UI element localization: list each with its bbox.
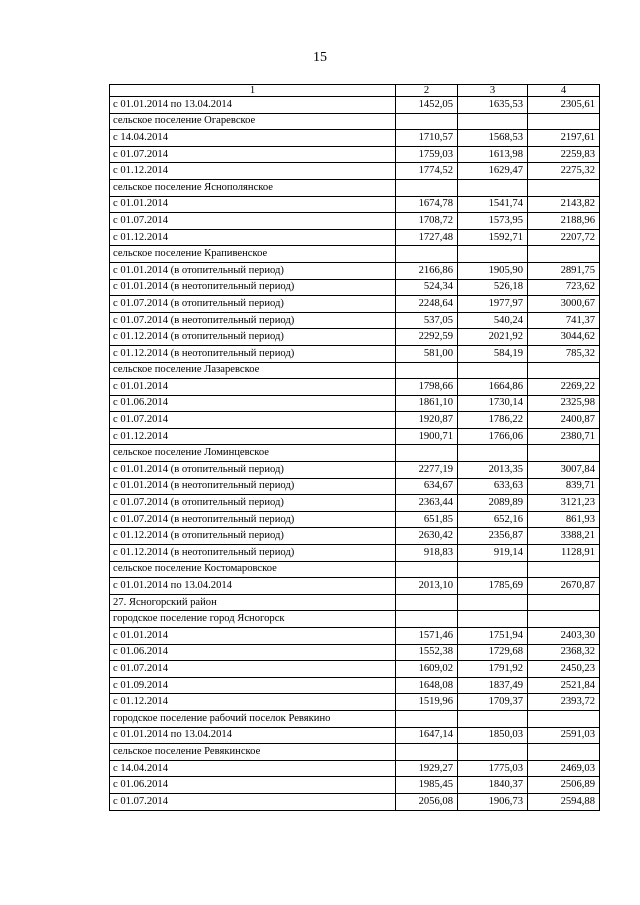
row-label-cell: сельское поселение Лазаревское — [110, 362, 396, 379]
row-value-col3 — [458, 362, 528, 379]
table-row — [110, 694, 600, 711]
row-value-col4: 2207,72 — [528, 229, 600, 246]
row-value-col2 — [396, 113, 458, 130]
row-label-cell: с 01.01.2014 — [110, 628, 396, 645]
table-row — [110, 146, 600, 163]
row-value-col4: 2403,30 — [528, 628, 600, 645]
row-value-col2 — [396, 744, 458, 761]
row-value-col4: 2450,23 — [528, 661, 600, 678]
row-value-col2: 1798,66 — [396, 379, 458, 396]
table-row — [110, 495, 600, 512]
row-value-col2: 1519,96 — [396, 694, 458, 711]
row-value-col4: 2305,61 — [528, 97, 600, 114]
row-value-col2: 1648,08 — [396, 677, 458, 694]
row-label-cell: городское поселение рабочий поселок Ревякино — [110, 710, 396, 727]
row-value-col2: 2363,44 — [396, 495, 458, 512]
row-label-cell: с 01.07.2014 — [110, 412, 396, 429]
table-row — [110, 262, 600, 279]
row-label-cell: с 14.04.2014 — [110, 130, 396, 147]
row-label-cell: с 01.01.2014 (в неотопительный период) — [110, 478, 396, 495]
row-value-col3: 2089,89 — [458, 495, 528, 512]
row-value-col2: 1861,10 — [396, 395, 458, 412]
table-row — [110, 163, 600, 180]
row-value-col2 — [396, 710, 458, 727]
row-value-col3 — [458, 561, 528, 578]
table-row — [110, 545, 600, 562]
table-row — [110, 246, 600, 263]
row-label-cell: с 01.12.2014 (в неотопительный период) — [110, 345, 396, 362]
row-value-col2: 2166,86 — [396, 262, 458, 279]
row-value-col4 — [528, 179, 600, 196]
table-row — [110, 511, 600, 528]
table-row — [110, 362, 600, 379]
row-value-col3: 1775,03 — [458, 760, 528, 777]
row-value-col3: 584,19 — [458, 345, 528, 362]
row-value-col2: 1727,48 — [396, 229, 458, 246]
table-row — [110, 677, 600, 694]
row-value-col4: 2259,83 — [528, 146, 600, 163]
row-label-cell: с 01.12.2014 (в неотопительный период) — [110, 545, 396, 562]
row-value-col4: 3044,62 — [528, 329, 600, 346]
header-cell-2: 2 — [396, 85, 458, 97]
row-value-col4: 2368,32 — [528, 644, 600, 661]
row-label-cell: с 01.07.2014 (в неотопительный период) — [110, 312, 396, 329]
row-value-col4: 2197,61 — [528, 130, 600, 147]
row-value-col2: 651,85 — [396, 511, 458, 528]
row-value-col3: 1573,95 — [458, 213, 528, 230]
row-value-col2: 1985,45 — [396, 777, 458, 794]
table-row — [110, 296, 600, 313]
row-value-col3 — [458, 113, 528, 130]
row-value-col4: 2400,87 — [528, 412, 600, 429]
row-value-col4: 2143,82 — [528, 196, 600, 213]
row-label-cell: с 01.12.2014 (в отопительный период) — [110, 528, 396, 545]
table-row — [110, 229, 600, 246]
row-value-col4: 839,71 — [528, 478, 600, 495]
row-label-cell: сельское поселение Огаревское — [110, 113, 396, 130]
row-value-col3 — [458, 246, 528, 263]
table-row — [110, 395, 600, 412]
row-value-col2: 1552,38 — [396, 644, 458, 661]
table-row — [110, 445, 600, 462]
row-label-cell: с 01.07.2014 — [110, 661, 396, 678]
table-row — [110, 594, 600, 611]
row-value-col2: 2277,19 — [396, 462, 458, 479]
table-row — [110, 661, 600, 678]
row-value-col2: 1571,46 — [396, 628, 458, 645]
row-value-col2 — [396, 445, 458, 462]
row-value-col3: 1751,94 — [458, 628, 528, 645]
row-value-col4: 2188,96 — [528, 213, 600, 230]
table-row — [110, 379, 600, 396]
row-value-col3: 1766,06 — [458, 428, 528, 445]
row-label-cell: с 01.12.2014 (в отопительный период) — [110, 329, 396, 346]
row-value-col4 — [528, 561, 600, 578]
row-value-col3: 1785,69 — [458, 578, 528, 595]
row-label-cell: с 01.12.2014 — [110, 229, 396, 246]
tariff-table — [109, 84, 600, 811]
table-row — [110, 760, 600, 777]
row-value-col3: 2013,35 — [458, 462, 528, 479]
row-value-col4: 3007,84 — [528, 462, 600, 479]
row-value-col2: 537,05 — [396, 312, 458, 329]
row-label-cell: с 01.06.2014 — [110, 777, 396, 794]
row-label-cell: с 01.07.2014 — [110, 146, 396, 163]
row-value-col2: 1920,87 — [396, 412, 458, 429]
table-row — [110, 727, 600, 744]
row-value-col3: 1613,98 — [458, 146, 528, 163]
row-value-col4: 2469,03 — [528, 760, 600, 777]
table-row — [110, 213, 600, 230]
row-value-col3: 1791,92 — [458, 661, 528, 678]
row-value-col4: 785,32 — [528, 345, 600, 362]
row-value-col3: 1568,53 — [458, 130, 528, 147]
row-label-cell: сельское поселение Костомаровское — [110, 561, 396, 578]
row-value-col4 — [528, 362, 600, 379]
page-number: 15 — [313, 50, 327, 65]
row-value-col3 — [458, 594, 528, 611]
row-value-col3: 1840,37 — [458, 777, 528, 794]
row-value-col4: 861,93 — [528, 511, 600, 528]
row-value-col3: 526,18 — [458, 279, 528, 296]
row-value-col2: 524,34 — [396, 279, 458, 296]
row-value-col2: 1452,05 — [396, 97, 458, 114]
table-row — [110, 196, 600, 213]
row-label-cell: с 01.01.2014 (в неотопительный период) — [110, 279, 396, 296]
table-header-row — [110, 85, 600, 97]
row-value-col4 — [528, 744, 600, 761]
row-value-col4: 2380,71 — [528, 428, 600, 445]
row-label-cell: с 01.01.2014 — [110, 379, 396, 396]
row-label-cell: с 01.07.2014 — [110, 793, 396, 810]
row-label-cell: с 01.01.2014 (в отопительный период) — [110, 262, 396, 279]
table-row — [110, 528, 600, 545]
row-value-col2: 1929,27 — [396, 760, 458, 777]
row-value-col2: 1900,71 — [396, 428, 458, 445]
row-value-col3 — [458, 179, 528, 196]
row-value-col4: 723,62 — [528, 279, 600, 296]
row-value-col3: 1850,03 — [458, 727, 528, 744]
row-value-col4: 2521,84 — [528, 677, 600, 694]
row-value-col4: 3000,67 — [528, 296, 600, 313]
row-value-col3: 2356,87 — [458, 528, 528, 545]
row-value-col4: 2591,03 — [528, 727, 600, 744]
row-value-col4: 2275,32 — [528, 163, 600, 180]
row-value-col2: 634,67 — [396, 478, 458, 495]
table-row — [110, 793, 600, 810]
row-label-cell: с 01.01.2014 — [110, 196, 396, 213]
row-value-col2: 1708,72 — [396, 213, 458, 230]
table-row — [110, 710, 600, 727]
row-value-col4 — [528, 594, 600, 611]
row-value-col3 — [458, 445, 528, 462]
table-row — [110, 578, 600, 595]
header-cell-4: 4 — [528, 85, 600, 97]
row-value-col3: 919,14 — [458, 545, 528, 562]
row-label-cell: сельское поселение Крапивенское — [110, 246, 396, 263]
row-label-cell: сельское поселение Ревякинское — [110, 744, 396, 761]
row-value-col3 — [458, 710, 528, 727]
row-label-cell: с 01.12.2014 — [110, 163, 396, 180]
row-value-col3: 652,16 — [458, 511, 528, 528]
row-value-col3 — [458, 611, 528, 628]
row-value-col4 — [528, 445, 600, 462]
row-label-cell: с 01.07.2014 (в отопительный период) — [110, 296, 396, 313]
row-label-cell: с 01.01.2014 по 13.04.2014 — [110, 727, 396, 744]
row-value-col3: 1541,74 — [458, 196, 528, 213]
row-value-col2: 2248,64 — [396, 296, 458, 313]
row-value-col2: 1759,03 — [396, 146, 458, 163]
row-label-cell: 27. Ясногорский район — [110, 594, 396, 611]
row-value-col3: 540,24 — [458, 312, 528, 329]
row-label-cell: сельское поселение Яснополянское — [110, 179, 396, 196]
row-value-col3 — [458, 744, 528, 761]
row-value-col2: 581,00 — [396, 345, 458, 362]
row-value-col2: 1609,02 — [396, 661, 458, 678]
row-value-col2 — [396, 611, 458, 628]
row-value-col3: 1664,86 — [458, 379, 528, 396]
row-value-col2: 1774,52 — [396, 163, 458, 180]
row-value-col3: 1592,71 — [458, 229, 528, 246]
row-label-cell: с 01.09.2014 — [110, 677, 396, 694]
row-value-col2 — [396, 362, 458, 379]
row-value-col3: 1629,47 — [458, 163, 528, 180]
row-value-col3: 1729,68 — [458, 644, 528, 661]
row-label-cell: с 01.01.2014 по 13.04.2014 — [110, 578, 396, 595]
row-value-col3: 1905,90 — [458, 262, 528, 279]
row-value-col4: 3388,21 — [528, 528, 600, 545]
table-row — [110, 113, 600, 130]
row-label-cell: с 01.12.2014 — [110, 694, 396, 711]
table-row — [110, 97, 600, 114]
table-row — [110, 312, 600, 329]
row-value-col4: 2325,98 — [528, 395, 600, 412]
row-value-col2: 2056,08 — [396, 793, 458, 810]
table-row — [110, 279, 600, 296]
row-value-col4 — [528, 710, 600, 727]
row-value-col4: 1128,91 — [528, 545, 600, 562]
row-value-col3: 2021,92 — [458, 329, 528, 346]
row-label-cell: сельское поселение Ломинцевское — [110, 445, 396, 462]
table-row — [110, 611, 600, 628]
row-label-cell: с 14.04.2014 — [110, 760, 396, 777]
row-value-col2: 918,83 — [396, 545, 458, 562]
table-row — [110, 329, 600, 346]
row-value-col3: 1906,73 — [458, 793, 528, 810]
table-row — [110, 130, 600, 147]
row-value-col2 — [396, 246, 458, 263]
row-value-col4: 2506,89 — [528, 777, 600, 794]
row-label-cell: с 01.01.2014 по 13.04.2014 — [110, 97, 396, 114]
header-cell-1: 1 — [110, 85, 396, 97]
table-row — [110, 644, 600, 661]
table-row — [110, 412, 600, 429]
table-row — [110, 561, 600, 578]
row-value-col3: 1709,37 — [458, 694, 528, 711]
row-value-col3: 1977,97 — [458, 296, 528, 313]
row-value-col3: 1786,22 — [458, 412, 528, 429]
table-row — [110, 628, 600, 645]
table-row — [110, 478, 600, 495]
row-label-cell: с 01.01.2014 (в отопительный период) — [110, 462, 396, 479]
row-value-col2: 1674,78 — [396, 196, 458, 213]
row-label-cell: с 01.06.2014 — [110, 644, 396, 661]
row-value-col4: 3121,23 — [528, 495, 600, 512]
table-row — [110, 744, 600, 761]
table-row — [110, 179, 600, 196]
row-value-col4 — [528, 611, 600, 628]
row-label-cell: с 01.07.2014 (в отопительный период) — [110, 495, 396, 512]
row-label-cell: с 01.07.2014 (в неотопительный период) — [110, 511, 396, 528]
header-cell-3: 3 — [458, 85, 528, 97]
table-body — [110, 97, 600, 811]
row-value-col2: 2630,42 — [396, 528, 458, 545]
row-value-col2 — [396, 561, 458, 578]
row-value-col4: 2670,87 — [528, 578, 600, 595]
row-value-col4 — [528, 246, 600, 263]
row-label-cell: с 01.06.2014 — [110, 395, 396, 412]
row-value-col4: 741,37 — [528, 312, 600, 329]
table-row — [110, 345, 600, 362]
table-row — [110, 462, 600, 479]
row-value-col4: 2393,72 — [528, 694, 600, 711]
row-value-col4: 2594,88 — [528, 793, 600, 810]
row-value-col2: 2292,59 — [396, 329, 458, 346]
row-label-cell: с 01.12.2014 — [110, 428, 396, 445]
row-value-col2: 1710,57 — [396, 130, 458, 147]
row-value-col3: 633,63 — [458, 478, 528, 495]
row-value-col3: 1635,53 — [458, 97, 528, 114]
row-value-col2 — [396, 594, 458, 611]
row-label-cell: городское поселение город Ясногорск — [110, 611, 396, 628]
row-value-col3: 1730,14 — [458, 395, 528, 412]
row-value-col2: 1647,14 — [396, 727, 458, 744]
row-value-col2 — [396, 179, 458, 196]
table-row — [110, 777, 600, 794]
row-value-col4: 2891,75 — [528, 262, 600, 279]
table-row — [110, 428, 600, 445]
row-value-col4: 2269,22 — [528, 379, 600, 396]
row-label-cell: с 01.07.2014 — [110, 213, 396, 230]
row-value-col2: 2013,10 — [396, 578, 458, 595]
row-value-col4 — [528, 113, 600, 130]
row-value-col3: 1837,49 — [458, 677, 528, 694]
